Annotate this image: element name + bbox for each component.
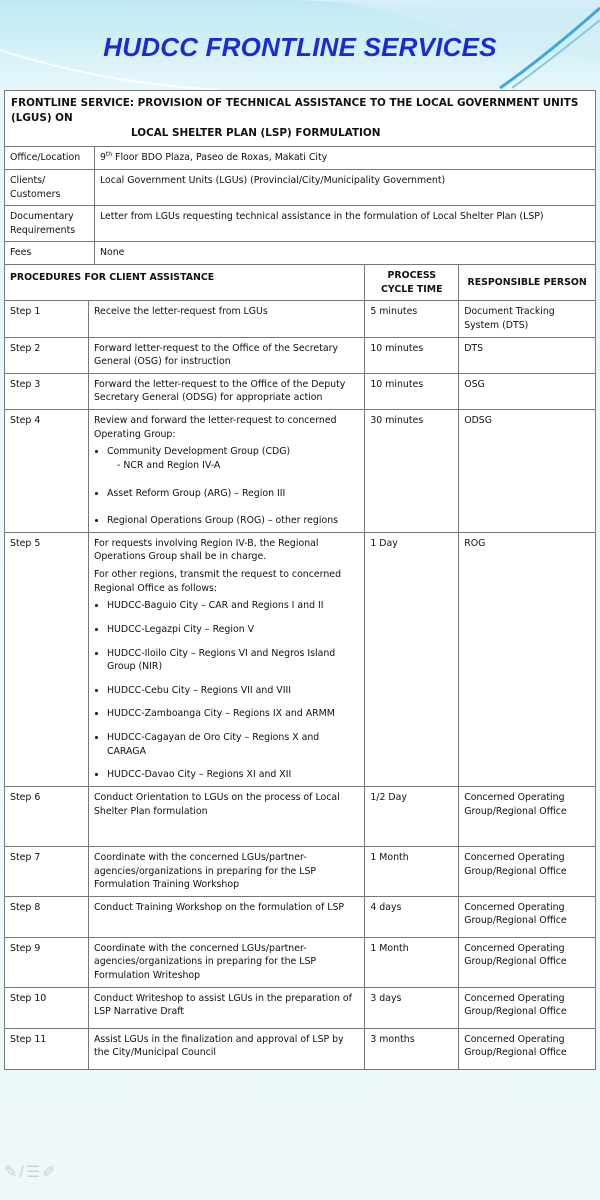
step-description: Receive the letter-request from LGUs <box>88 301 364 337</box>
docs-value: Letter from LGUs requesting technical assistance in the formulation of Local Shelter Plan (LSP) <box>94 206 595 242</box>
step-description: Forward the letter-request to the Office of the Deputy Secretary General (ODSG) for appropriate action <box>88 373 364 409</box>
step-label: Step 10 <box>5 987 89 1028</box>
step-row <box>5 337 596 373</box>
step-label: Step 7 <box>5 846 89 896</box>
step-label: Step 11 <box>5 1028 89 1069</box>
list-item: • HUDCC-Iloilo City – Regions VI and Negros Island Group (NIR) <box>107 647 359 674</box>
step-label: Step 4 <box>5 410 89 533</box>
step-time: 1/2 Day <box>365 786 459 846</box>
step-description: Conduct Orientation to LGUs on the process of Local Shelter Plan formulation <box>88 786 364 846</box>
office-floor-num: 9 <box>99 152 106 164</box>
operating-group-list <box>94 445 359 528</box>
office-address: Floor BDO Plaza, Paseo de Roxas, Makati City <box>112 152 328 164</box>
cycle-time-header: PROCESS CYCLE TIME <box>365 265 459 301</box>
step-description: Conduct Writeshop to assist LGUs in the preparation of LSP Narrative Draft <box>88 987 364 1028</box>
step-person: ROG <box>459 532 596 786</box>
step-time: 30 minutes <box>365 410 459 533</box>
service-title-line2: LOCAL SHELTER PLAN (LSP) FORMULATION <box>131 127 381 140</box>
fees-label: Fees <box>5 242 95 265</box>
list-item: • HUDCC-Legazpi City – Region V <box>107 623 359 637</box>
step-row <box>5 1028 596 1069</box>
step-time: 4 days <box>365 896 459 937</box>
list-item: • Asset Reform Group (ARG) – Region III <box>107 487 359 501</box>
step-time: 10 minutes <box>365 337 459 373</box>
clients-label: Clients/ Customers <box>5 169 95 205</box>
service-title <box>5 91 596 147</box>
procedure-header-row <box>5 265 596 301</box>
pen-icon: ✎ <box>4 1164 20 1181</box>
step-person: Concerned Operating Group/Regional Office <box>459 846 596 896</box>
footer-slide-icons <box>4 1162 58 1182</box>
step-label: Step 8 <box>5 896 89 937</box>
sub-list-item: - NCR and Region IV-A <box>116 459 221 471</box>
office-label: Office/Location <box>5 147 95 170</box>
page-title: HUDCC FRONTLINE SERVICES <box>103 32 497 62</box>
step-person: Concerned Operating Group/Regional Office <box>459 1028 596 1069</box>
step-person: Concerned Operating Group/Regional Office <box>459 896 596 937</box>
step-time: 1 Day <box>365 532 459 786</box>
step-description-text: Review and forward the letter-request to concerned Operating Group: <box>93 415 337 440</box>
step-person: Concerned Operating Group/Regional Office <box>459 987 596 1028</box>
step-time: 1 Month <box>365 846 459 896</box>
fees-row <box>5 242 596 265</box>
step-person: Document Tracking System (DTS) <box>459 301 596 337</box>
clients-row <box>5 169 596 205</box>
step-description <box>88 410 364 533</box>
step-label: Step 5 <box>5 532 89 786</box>
step-row <box>5 937 596 987</box>
office-floor-sup: th <box>105 151 113 159</box>
office-value <box>94 147 595 170</box>
docs-row <box>5 206 596 242</box>
step-description: Assist LGUs in the finalization and approval of LSP by the City/Municipal Council <box>88 1028 364 1069</box>
step-description: Coordinate with the concerned LGUs/partner-agencies/organizations in preparing for the LSP Formulation Training Workshop <box>88 846 364 896</box>
step-row <box>5 846 596 896</box>
procedures-header: PROCEDURES FOR CLIENT ASSISTANCE <box>5 265 365 301</box>
step-row <box>5 786 596 846</box>
step-time: 3 days <box>365 987 459 1028</box>
step-person: ODSG <box>459 410 596 533</box>
step-description <box>88 532 364 786</box>
list-item: • HUDCC-Davao City – Regions XI and XII <box>107 768 359 782</box>
step-label: Step 1 <box>5 301 89 337</box>
step-description: Conduct Training Workshop on the formulation of LSP <box>88 896 364 937</box>
service-title-line1: FRONTLINE SERVICE: PROVISION OF TECHNICAL ASSISTANCE TO THE LOCAL GOVERNMENT UNITS (LGUS) ON <box>11 97 579 125</box>
step-row <box>5 532 596 786</box>
step-label: Step 2 <box>5 337 89 373</box>
step-row <box>5 896 596 937</box>
clients-value: Local Government Units (LGUs) (Provincial/City/Municipality Government) <box>94 169 595 205</box>
service-title-row <box>5 91 596 147</box>
frontline-service-table <box>4 90 596 1070</box>
step-person: DTS <box>459 337 596 373</box>
docs-label: Documentary Requirements <box>5 206 95 242</box>
step-description: Coordinate with the concerned LGUs/partner-agencies/organizations in preparing for the LSP Formulation Writeshop <box>88 937 364 987</box>
slash-icon: / <box>19 1164 26 1181</box>
regional-office-list <box>94 599 359 782</box>
step-description-text: For requests involving Region IV-B, the Regional Operations Group shall be in charge. <box>93 537 319 563</box>
list-item: • HUDCC-Baguio City – CAR and Regions I and II <box>107 599 359 613</box>
list-item: • HUDCC-Zamboanga City – Regions IX and ARMM <box>107 707 359 721</box>
list-item: • HUDCC-Cebu City – Regions VII and VIII <box>107 684 359 698</box>
step-row <box>5 373 596 409</box>
fees-value: None <box>94 242 595 265</box>
office-row <box>5 147 596 170</box>
step-row <box>5 987 596 1028</box>
responsible-header: RESPONSIBLE PERSON <box>459 265 596 301</box>
step-person: OSG <box>459 373 596 409</box>
step-time: 5 minutes <box>365 301 459 337</box>
step-row <box>5 301 596 337</box>
step-description: Forward letter-request to the Office of the Secretary General (OSG) for instruction <box>88 337 364 373</box>
list-item: • Regional Operations Group (ROG) – other regions <box>107 514 359 528</box>
step-label: Step 3 <box>5 373 89 409</box>
step-label: Step 6 <box>5 786 89 846</box>
step-row <box>5 410 596 533</box>
step-person: Concerned Operating Group/Regional Office <box>459 786 596 846</box>
step-time: 1 Month <box>365 937 459 987</box>
step-description-text-2: For other regions, transmit the request to concerned Regional Office as follows: <box>93 569 342 594</box>
list-item <box>107 445 359 472</box>
list-item-text: Community Development Group (CDG) <box>106 446 291 458</box>
list-item: • HUDCC-Cagayan de Oro City – Regions X and CARAGA <box>107 731 359 758</box>
edit-icon: ✐ <box>42 1164 58 1181</box>
step-time: 3 months <box>365 1028 459 1069</box>
step-person: Concerned Operating Group/Regional Office <box>459 937 596 987</box>
list-icon: ☰ <box>25 1164 43 1181</box>
step-label: Step 9 <box>5 937 89 987</box>
step-time: 10 minutes <box>365 373 459 409</box>
